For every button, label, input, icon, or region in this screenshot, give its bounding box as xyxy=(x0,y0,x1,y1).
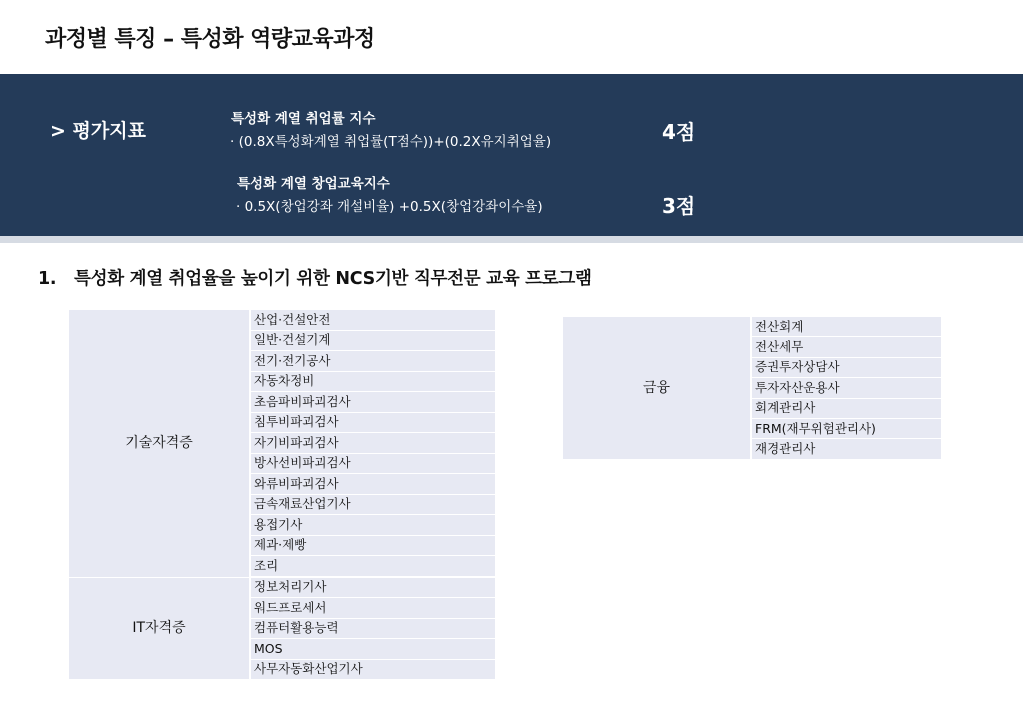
metric-score-startup: 3점 xyxy=(662,194,696,218)
evaluation-label: > 평가지표 xyxy=(50,120,146,142)
category-cell: 기술자격증 xyxy=(69,310,251,578)
page-title: 과정별 특징 – 특성화 역량교육과정 xyxy=(45,27,375,52)
certificate-item: MOS xyxy=(251,639,495,660)
certificate-item: FRM(재무위험관리사) xyxy=(752,419,941,439)
certificate-item: 조리 xyxy=(251,556,495,578)
section-title: 특성화 계열 취업율을 높이기 위한 NCS기반 직무전문 교육 프로그램 xyxy=(74,269,592,289)
certificate-item: 제과·제빵 xyxy=(251,536,495,557)
certificate-table-finance xyxy=(563,317,941,460)
certificate-item: 초음파비파괴검사 xyxy=(251,392,495,413)
certificate-item: 전기·전기공사 xyxy=(251,351,495,372)
category-cell: 금융 xyxy=(563,317,752,460)
certificate-item: 재경관리사 xyxy=(752,439,941,459)
certificate-item: 정보처리기사 xyxy=(251,578,495,599)
certificate-item: 침투비파괴검사 xyxy=(251,413,495,434)
banner-divider xyxy=(0,236,1023,243)
certificate-item: 증권투자상담사 xyxy=(752,358,941,378)
certificate-item: 컴퓨터활용능력 xyxy=(251,619,495,640)
category-cell: IT자격증 xyxy=(69,578,251,681)
metric-score-employment: 4점 xyxy=(662,120,696,144)
certificate-item: 회계관리사 xyxy=(752,399,941,419)
metric-name-employment: 특성화 계열 취업률 지수 xyxy=(231,111,376,127)
certificate-item: 워드프로세서 xyxy=(251,598,495,619)
section-heading xyxy=(38,265,592,290)
certificate-table-technical-it xyxy=(69,310,495,680)
metric-name-startup: 특성화 계열 창업교육지수 xyxy=(237,176,390,192)
certificate-item: 자기비파괴검사 xyxy=(251,433,495,454)
section-number: 1. xyxy=(38,269,57,289)
certificate-item: 산업·건설안전 xyxy=(251,310,495,331)
evaluation-banner xyxy=(0,74,1023,236)
metric-formula-startup: · 0.5X(창업강좌 개설비율) +0.5X(창업강좌이수율) xyxy=(236,199,543,215)
certificate-item: 투자자산운용사 xyxy=(752,378,941,398)
certificate-item: 와류비파괴검사 xyxy=(251,474,495,495)
certificate-item: 전산세무 xyxy=(752,337,941,357)
certificate-item: 자동차정비 xyxy=(251,372,495,393)
certificate-item: 사무자동화산업기사 xyxy=(251,660,495,681)
certificate-item: 방사선비파괴검사 xyxy=(251,454,495,475)
metric-formula-employment: · (0.8X특성화계열 취업률(T점수))+(0.2X유지취업율) xyxy=(230,134,552,150)
certificate-item: 일반·건설기계 xyxy=(251,331,495,352)
certificate-item: 금속재료산업기사 xyxy=(251,495,495,516)
certificate-item: 용접기사 xyxy=(251,515,495,536)
certificate-item: 전산회계 xyxy=(752,317,941,337)
